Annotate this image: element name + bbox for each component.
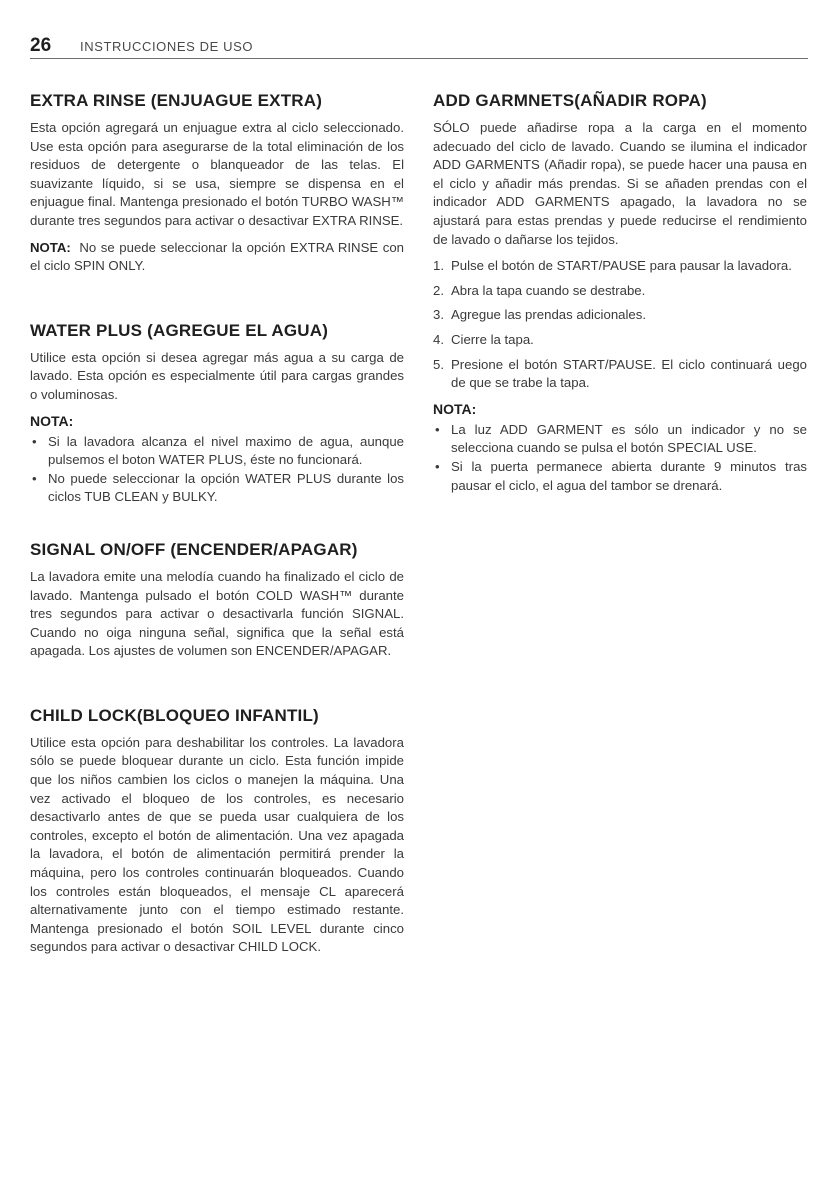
list-item-text: La luz ADD GARMENT es sólo un indicador y no se selecciona cuando se pulsa el botón SPECIAL USE. (451, 421, 807, 456)
right-column (433, 90, 807, 495)
step-text: Agregue las prendas adicionales. (451, 307, 647, 323)
list-item (433, 421, 807, 458)
section-add-garments (433, 90, 807, 495)
header-title: INSTRUCCIONES DE USO (80, 39, 254, 54)
step-number: 4. (433, 331, 444, 347)
section-heading-water-plus: WATER PLUS (AGREGUE EL AGUA) (30, 320, 329, 340)
step-number: 3. (433, 307, 444, 323)
list-item (433, 356, 807, 393)
section-heading-extra-rinse: EXTRA RINSE (ENJUAGUE EXTRA) (30, 91, 323, 110)
list-item (30, 470, 404, 507)
list-item (433, 282, 807, 301)
section-extra-rinse (30, 90, 404, 276)
bullet-icon: • (435, 421, 440, 437)
note-label: NOTA: (30, 412, 74, 429)
list-item-text: Si la lavadora alcanza el nivel maximo de agua, aunque pulsemos el boton WATER PLUS, éste no funcionará. (48, 433, 404, 468)
step-text: Presione el botón START/PAUSE. El ciclo continuará uego de que se trabe la tapa. (451, 356, 807, 391)
step-text: Pulse el botón de START/PAUSE para pausar la lavadora. (451, 258, 792, 274)
step-number: 5. (433, 356, 444, 372)
step-list-add-garments (433, 257, 807, 393)
section-heading-signal: SIGNAL ON/OFF (ENCENDER/APAGAR) (30, 539, 358, 559)
step-text: Abra la tapa cuando se destrabe. (451, 282, 646, 298)
step-number: 2. (433, 282, 444, 298)
section-water-plus (30, 320, 404, 507)
section-body-signal: La lavadora emite una melodía cuando ha finalizado el ciclo de lavado. Mantenga pulsado el botón COLD WASH™ durante tres segundos para activar o desactivarla función SIGNAL. Cuando no oiga ninguna señal, significa que la señal está apagada. Los ajustes de volumen son ENCENDER/APAGAR. (30, 568, 404, 659)
note-label: NOTA: (30, 239, 71, 255)
list-item (30, 433, 404, 470)
list-item (433, 458, 807, 495)
section-body-child-lock: Utilice esta opción para deshabilitar los controles. La lavadora sólo se puede bloquear durante un ciclo. Esta función impide que los niños cambien los ciclos o manejen la máquina. Una vez activado el bloqueo de los controles, es necesario desactivarlo antes de que se pueda usar cualquiera de los controles, excepto el botón de alimentación. Una vez apagada la lavadora, el botón de alimentación permitirá prender la máquina, pero los controles continuarán bloqueados. Cuando los controles están bloqueados, el mensaje CL aparecerá alternativamente junto con el tiempo estimado restante. Mantenga presionado el botón SOIL LEVEL durante cinco segundos para activar o desactivar CHILD LOCK. (30, 734, 404, 955)
step-number: 1. (433, 258, 444, 274)
bullet-icon: • (32, 470, 37, 486)
step-text: Cierre la tapa. (451, 331, 534, 347)
bullet-list-water-plus (30, 433, 404, 507)
list-item-text: No puede seleccionar la opción WATER PLUS durante los ciclos TUB CLEAN y BULKY. (48, 470, 404, 505)
list-item (433, 257, 807, 276)
bullet-icon: • (435, 458, 440, 474)
section-signal (30, 539, 404, 661)
section-body-extra-rinse: Esta opción agregará un enjuague extra al ciclo seleccionado. Use esta opción para asegurarse de la total eliminación de los residuos de detergente o blanqueador de las telas. El suavizante líquido, si se usa, siempre se dispensa en el enjuague final. Mantenga presionado el botón TURBO WASH™ durante tres segundos para activar o desactivar EXTRA RINSE. (30, 120, 404, 228)
section-child-lock (30, 705, 404, 957)
page-number: 26 (30, 35, 52, 56)
bullet-icon: • (32, 433, 37, 449)
note-label: NOTA: (433, 400, 477, 417)
note-text: No se puede seleccionar la opción EXTRA RINSE con el ciclo SPIN ONLY. (30, 239, 404, 274)
left-column (30, 90, 404, 957)
note-extra-rinse (30, 239, 404, 276)
list-item (433, 331, 807, 350)
section-body-water-plus: Utilice esta opción si desea agregar más agua a su carga de lavado. Esta opción es especialmente útil para cargas grandes o voluminosas. (30, 349, 404, 402)
list-item-text: Si la puerta permanece abierta durante 9 minutos tras pausar el ciclo, el agua del tambor se drenará. (451, 458, 807, 493)
bullet-list-add-garments (433, 421, 807, 495)
section-body-add-garments: SÓLO puede añadirse ropa a la carga en el momento adecuado del ciclo de lavado. Cuando se ilumina el indicador ADD GARMENTS (Añadir ropa), se puede hacer una pausa en el ciclo y añadir más prendas. Si se añaden prendas con el indicador ADD GARMENTS apagado, la lavadora no se ajustará para estas prendas y puede reducirse el rendimiento de lavado o dañarse los tejidos. (433, 120, 807, 247)
section-heading-child-lock: CHILD LOCK(BLOQUEO INFANTIL) (30, 705, 319, 725)
section-heading-add-garments: ADD GARMNETS(AÑADIR ROPA) (433, 91, 707, 110)
list-item (433, 306, 807, 325)
page-header (30, 36, 808, 59)
